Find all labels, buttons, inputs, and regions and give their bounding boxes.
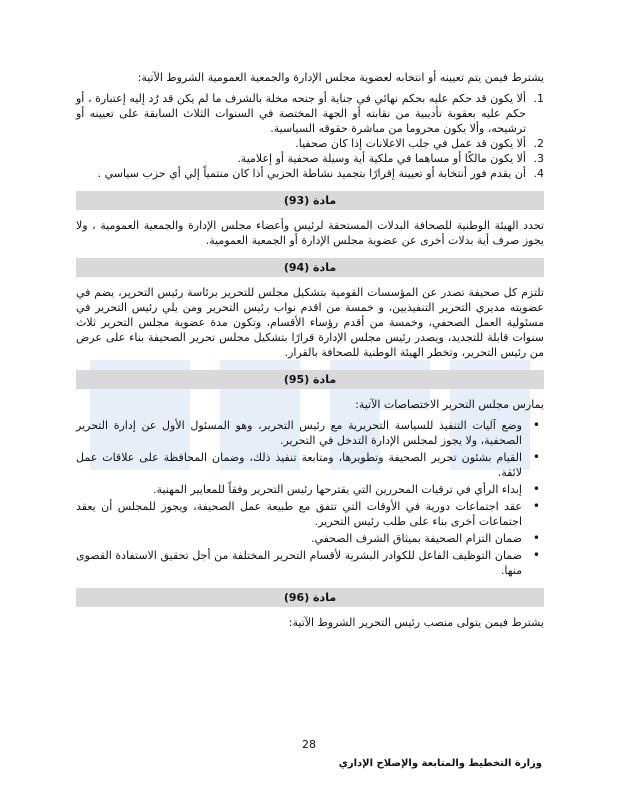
list-item: • ضمان التوظيف الفاعل للكوادر البشرية لأقسام التحرير المختلفة من أجل تحقيق الاستفادة القصوى منها. — [76, 548, 522, 578]
article-93-text: تحدد الهيئة الوطنية للصحافة البدلات المستحقة لرئيس وأعضاء مجلس الإدارة والجمعية العمومية ، ولا يجوز صرف أية بدلات أخرى عن عضوية مجلس الإدارة أو الجمعية العمومية. — [76, 219, 544, 247]
article-95-heading: مادة (95) — [76, 370, 544, 389]
list-item: • عقد اجتماعات دورية في الأوقات التي تتفق مع طبيعة عمل الصحيفة، ويجوز للمجلس أن يعقد اجتماعات أخرى بناء على طلب رئيس التحرير. — [76, 499, 522, 529]
article-94-text: تلتزم كل صحيفة تصدر عن المؤسسات القومية بتشكيل مجلس للتحرير برئاسة رئيس التحرير، يضم في عضويته مديري التحرير التنفيذيين، و خمسة من اقدم نواب رئيس التحرير ومن يلي رئيس التحرير في مسئولية العمل الصحفي، وخمسة من أقدم رؤساء الأقسام، وتكون مدة عضوية مجلس التحرير ثلاث سنوات قابلة للتجديد، ويصدر رئيس مجلس الإدارة قرارًا بتشكيل مجلس تحرير الصحيفة بناء على عرض من رئيس التحرير، وتخطر الهيئة الوطنية للصحافة بالقرار. — [76, 286, 544, 359]
article-96-heading: مادة (96) — [76, 588, 544, 607]
article-95-list — [76, 418, 544, 578]
article-94-heading: مادة (94) — [76, 258, 544, 277]
article-93-heading: مادة (93) — [76, 191, 544, 210]
list-item: • ضمان التزام الصحيفة بميثاق الشرف الصحفي. — [76, 531, 522, 546]
board-conditions-list — [76, 91, 544, 181]
board-conditions-intro: يشترط فيمن يتم تعيينه أو انتخابه لعضوية مجلس الإدارة والجمعية العمومية الشروط الآتية: — [137, 71, 544, 84]
list-item: ألا يكون قد حكم عليه بحكم نهائي في جناية أو جنحه مخلة بالشرف ما لم يكن قد رُد إليه إعتبارة ، أو حكم عليه بعقوبة تأديبية من نقابته أو الجهة المختصة في السنوات الثلاث السابقة على تعيينه أو ترشيحه، وألا يكون محروما من مباشرة حقوقه السياسية. — [76, 92, 526, 135]
page-number: 28 — [302, 738, 316, 751]
list-item: • إبداء الرأي في ترقيات المحررين التي يقترحها رئيس التحرير وفقاً للمعايير المهنية. — [76, 482, 522, 497]
list-item: ألا يكون قد عمل في جلب الاعلانات إذا كان صحفيا. — [295, 137, 526, 150]
list-item: أن يقدم فور أنتخابة أو تعيينة إقرارًا بتجميد نشاطة الحزبي أذا كان منتمياً إلي أي حزب سياسي . — [97, 167, 526, 180]
article-96-intro: يشترط فيمن يتولى منصب رئيس التحرير الشروط الآتية: — [288, 616, 544, 629]
article-95-intro: يمارس مجلس التحرير الاختصاصات الآتية: — [355, 398, 544, 411]
list-item: • وضع آليات التنفيذ للسياسة التحريرية مع رئيس التحرير، وهو المسئول الأول عن إدارة التحرير الصحفية، ولا يجوز لمجلس الإدارة التدخل في التحرير. — [76, 418, 522, 448]
list-item: • القيام بشئون تحرير الصحيفة وتطويرها، ومتابعة تنفيذ ذلك، وضمان المحافظة على علاقات عمل لائقة. — [76, 450, 522, 480]
list-item: ألا يكون مالكًا أو مساهما في ملكية أية وسيلة صحفية أو إعلامية. — [237, 152, 526, 165]
footer-ministry: وزارة التخطيط والمتابعة والإصلاح الإداري — [338, 758, 542, 769]
document-body — [76, 70, 544, 630]
